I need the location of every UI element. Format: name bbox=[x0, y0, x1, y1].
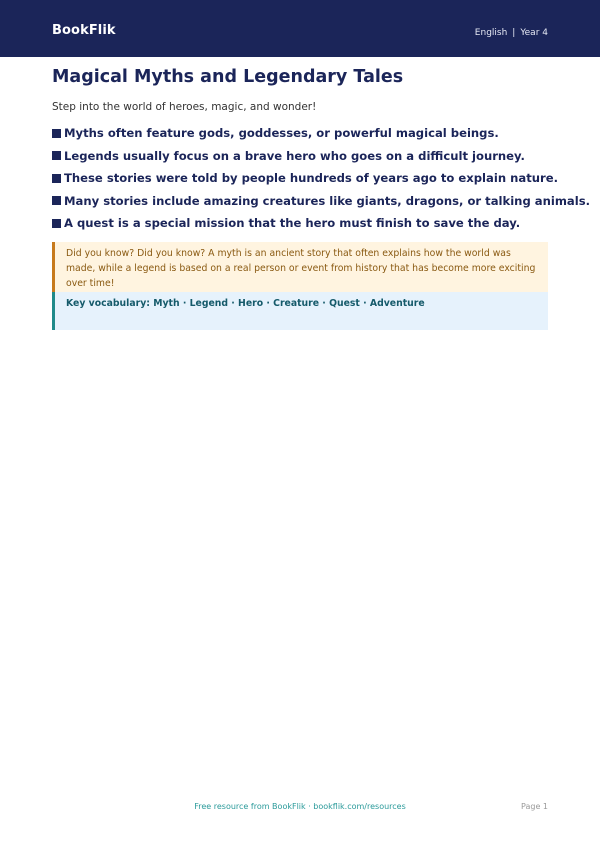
subject-year-label bbox=[475, 27, 548, 39]
list-item-text: These stories were told by people hundreds of years ago to explain nature. bbox=[64, 171, 558, 186]
year-label: Year 4 bbox=[520, 28, 548, 38]
meta-separator: | bbox=[512, 28, 516, 38]
square-bullet-icon bbox=[52, 219, 61, 228]
list-item bbox=[52, 190, 591, 213]
key-vocabulary-text: Key vocabulary: Myth · Legend · Hero · Creature · Quest · Adventure bbox=[66, 298, 425, 309]
subject-label: English bbox=[474, 28, 508, 38]
list-item-text: Myths often feature gods, goddesses, or powerful magical beings. bbox=[64, 126, 499, 141]
did-you-know-callout bbox=[52, 242, 548, 292]
square-bullet-icon bbox=[52, 174, 61, 183]
page-number: Page 1 bbox=[521, 802, 548, 811]
list-item bbox=[52, 212, 552, 235]
list-item bbox=[52, 167, 558, 190]
key-points-list bbox=[52, 122, 591, 235]
header-bar bbox=[0, 0, 600, 57]
footer-credit[interactable]: Free resource from BookFlik · bookflik.com/resources bbox=[194, 802, 406, 811]
page-title: Magical Myths and Legendary Tales bbox=[52, 67, 404, 87]
square-bullet-icon bbox=[52, 196, 61, 205]
list-item-text: Many stories include amazing creatures like giants, dragons, or talking animals. bbox=[64, 193, 591, 208]
list-item-text: A quest is a special mission that the hero must finish to save the day. bbox=[64, 216, 521, 231]
list-item bbox=[52, 122, 552, 145]
did-you-know-text: Did you know? Did you know? A myth is an ancient story that often explains how the world was made, while a legend is based on a real person or event from history that has become more exciting over time! bbox=[66, 248, 536, 289]
brand-logo-text[interactable]: BookFlik bbox=[52, 23, 116, 38]
key-vocabulary-box bbox=[52, 292, 548, 330]
list-item-text: Legends usually focus on a brave hero who goes on a difficult journey. bbox=[64, 148, 525, 163]
square-bullet-icon bbox=[52, 129, 61, 138]
intro-text: Step into the world of heroes, magic, and wonder! bbox=[52, 101, 317, 113]
square-bullet-icon bbox=[52, 151, 61, 160]
list-item bbox=[52, 145, 552, 168]
